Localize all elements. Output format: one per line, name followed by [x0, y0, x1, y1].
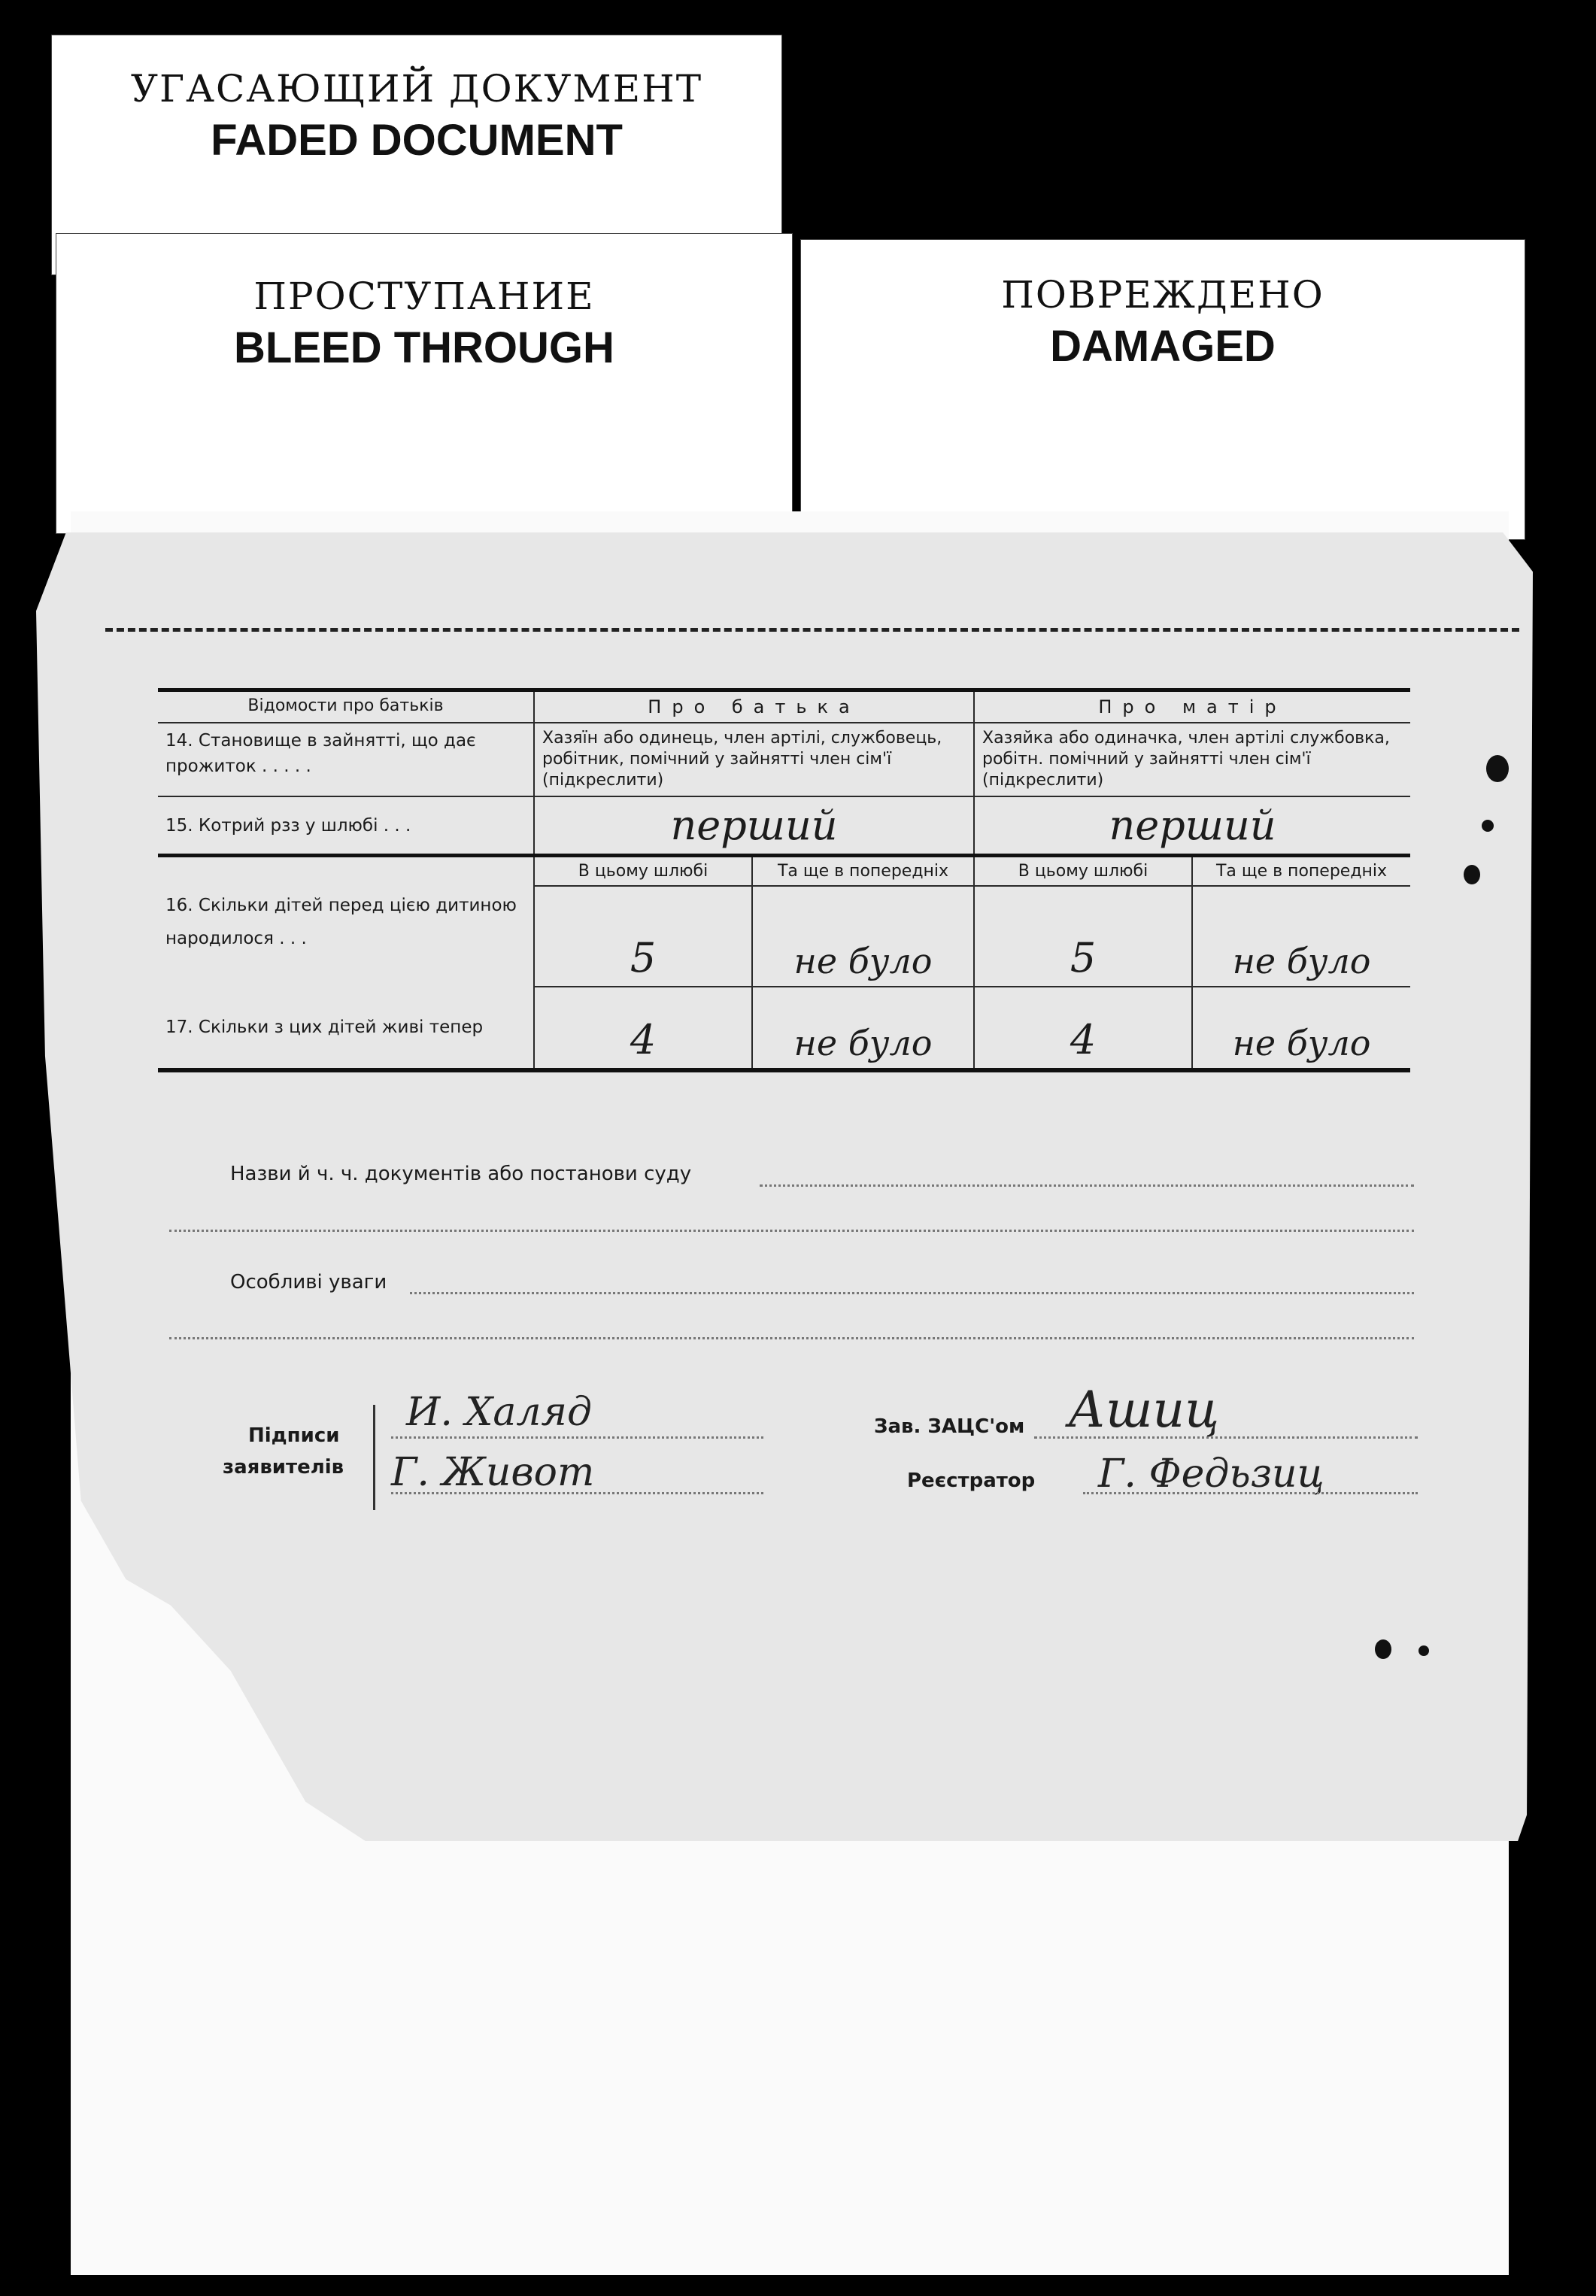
- perforation-line: [105, 628, 1519, 632]
- notes-dotted-line-2: [169, 1337, 1414, 1339]
- head-zags-label: Зав. ЗАЦС'ом: [874, 1415, 1025, 1438]
- row15-label: 15. Котрий рзз у шлюбі . . .: [158, 796, 534, 856]
- row-15: [158, 796, 1410, 856]
- bleed-label-ru: ПРОСТУПАНИЕ: [253, 274, 595, 318]
- notes-label: Особливі уваги: [230, 1271, 387, 1294]
- row14-label: 14. Становище в зайнятті, що дає прожиток . . . . .: [158, 723, 534, 796]
- sub-father-prev: Та ще в попередніх: [752, 856, 974, 887]
- applicant-signature-1: И. Халяд: [406, 1390, 592, 1435]
- damage-hole: [1464, 865, 1480, 884]
- head-zags-signature: Ашиц: [1068, 1381, 1220, 1439]
- head-zags-line: [1034, 1436, 1418, 1439]
- faded-label-en: FADED DOCUMENT: [211, 116, 623, 165]
- row16-mother-prev: не було: [1192, 886, 1410, 987]
- row16-father-prev: не було: [752, 886, 974, 987]
- bleed-label-en: BLEED THROUGH: [234, 323, 614, 372]
- applicants-signatures-label-2: заявителів: [223, 1456, 344, 1479]
- documents-label: Назви й ч. ч. документів або постанови суду: [230, 1163, 692, 1185]
- damage-hole: [1418, 1645, 1429, 1656]
- registrar-line: [1083, 1492, 1418, 1494]
- sub-father-this: В цьому шлюбі: [534, 856, 752, 887]
- sub-mother-prev: Та ще в попередніх: [1192, 856, 1410, 887]
- row-14: [158, 723, 1410, 796]
- parents-info-table: [158, 688, 1410, 1072]
- sub-mother-this: В цьому шлюбі: [974, 856, 1192, 887]
- row15-mother-value: перший: [974, 796, 1410, 856]
- documents-dotted-line: [760, 1184, 1414, 1187]
- row16-label: 16. Скільки дітей перед цією дитиною народилося . . .: [158, 856, 534, 987]
- damaged-label-card: [800, 239, 1525, 540]
- subheader-row: [158, 856, 1410, 887]
- applicant-2-line: [391, 1492, 763, 1494]
- row14-father: Хазяїн або одинець, член артілі, службовець, робітник, помічний у зайнятті член сім'ї (підкреслити): [534, 723, 974, 796]
- row17-label: 17. Скільки з цих дітей живі тепер: [158, 987, 534, 1070]
- registrar-signature: Г. Федьзиц: [1098, 1451, 1324, 1497]
- row14-mother: Хазяйка або одиначка, член артілі службовка, робітн. помічний у зайнятті член сім'ї (підкреслити): [974, 723, 1410, 796]
- header-parents-info: Відомости про батьків: [158, 690, 534, 723]
- applicants-signatures-label-1: Підписи: [248, 1424, 340, 1447]
- registrar-label: Реєстратор: [907, 1470, 1036, 1492]
- damage-hole: [1482, 820, 1494, 832]
- damaged-label-ru: ПОВРЕЖДЕНО: [1001, 273, 1324, 317]
- notes-dotted-line: [410, 1292, 1414, 1294]
- row17-father-prev: не було: [752, 987, 974, 1070]
- damage-hole: [1375, 1639, 1391, 1659]
- row17-mother-this: 4: [974, 987, 1192, 1070]
- table-header-row: [158, 690, 1410, 723]
- row16-mother-this: 5: [974, 886, 1192, 987]
- faded-label-ru: УГАСАЮЩИЙ ДОКУМЕНТ: [130, 67, 703, 111]
- signature-bracket: [373, 1405, 381, 1510]
- damaged-label-en: DAMAGED: [1050, 322, 1276, 371]
- row15-father-value: перший: [534, 796, 974, 856]
- header-father: Про батька: [534, 690, 974, 723]
- applicant-signature-2: Г. Живот: [391, 1450, 595, 1495]
- applicant-1-line: [391, 1436, 763, 1439]
- row17-mother-prev: не було: [1192, 987, 1410, 1070]
- bleed-through-label-card: [56, 233, 793, 534]
- damage-hole: [1486, 755, 1509, 782]
- row17-father-this: 4: [534, 987, 752, 1070]
- documents-dotted-line-2: [169, 1230, 1414, 1232]
- row16-father-this: 5: [534, 886, 752, 987]
- row-17: [158, 987, 1410, 1070]
- header-mother: Про матір: [974, 690, 1410, 723]
